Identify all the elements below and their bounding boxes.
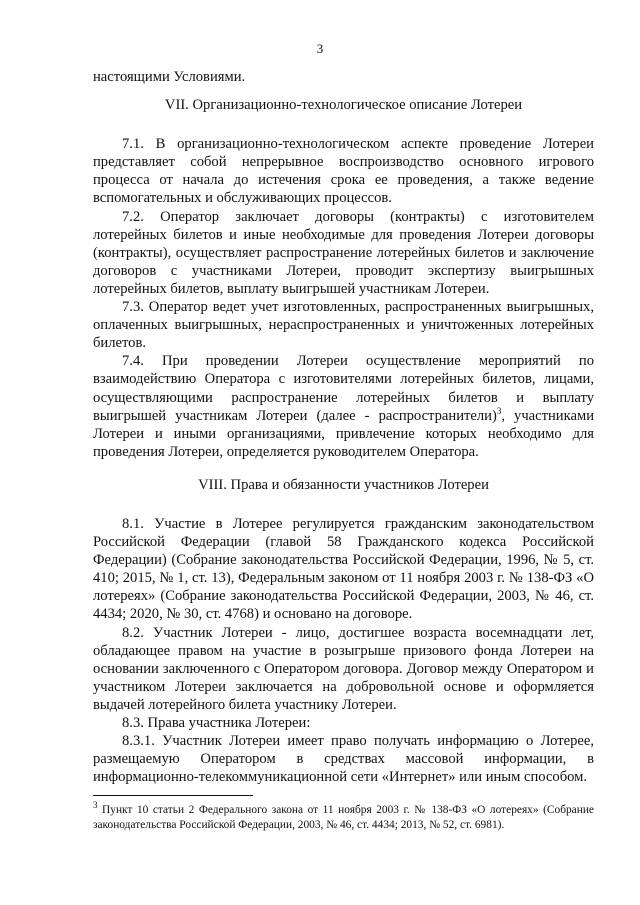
paragraph-7-3: 7.3. Оператор ведет учет изготовленных, распространенных выигрышных, оплаченных выигрышных, нераспространенных и уничтоженных лотерейных билетов. [93, 299, 594, 352]
footnote [93, 800, 594, 833]
footnote-divider [93, 795, 253, 796]
footnote-text: Пункт 10 статьи 2 Федерального закона от 11 ноября 2003 г. № 138-ФЗ «О лотереях» (Собрание законодательства Российской Федерации, 2003, № 46, ст. 4434; 2013, № 52, ст. 6981). [93, 804, 594, 831]
paragraph-7-4 [93, 352, 594, 461]
document-body [93, 68, 594, 786]
paragraph-8-3: 8.3. Права участника Лотереи: [122, 715, 311, 731]
paragraph-continuation: настоящими Условиями. [93, 69, 246, 85]
footnote-reference[interactable]: 3 [496, 405, 502, 416]
paragraph-7-1: 7.1. В организационно-технологическом аспекте проведение Лотереи представляет собой непрерывное воспроизводство основного игрового процесса от начала до истечения срока ее проведения, а также ведение вспомогательных и обслуживающих процессов. [93, 136, 594, 207]
section-heading-viii: VIII. Права и обязанности участников Лотереи [198, 476, 489, 493]
paragraph-8-1: 8.1. Участие в Лотерее регулируется гражданским законодательством Российской Федерации (главой 58 Гражданского кодекса Российской Федерации) (Собрание законодательства Российской Федерации, 1996, № 5, ст. 410; 2015, № 1, ст. 13), Федеральным законом от 11 ноября 2003 г. № 138-ФЗ «О лотереях» (Собрание законодательства Российской Федерации, 2003, № 46, ст. 4434; 2020, № 30, ст. 4768) и основано на договоре. [93, 515, 594, 623]
page-number: 3 [316, 41, 324, 56]
paragraph-8-3-1: 8.3.1. Участник Лотереи имеет право получать информацию о Лотерее, размещаемую Оператором в средствах массовой информации, в информационно-телекоммуникационной сети «Интернет» или иным способом. [93, 733, 594, 786]
paragraph-7-4-part2: , участниками Лотереи и иными организациями, привлечение которых необходимо для проведения Лотереи, определяется руководителем Оператора. [93, 407, 594, 460]
paragraph-8-2: 8.2. Участник Лотереи - лицо, достигшее возраста восемнадцати лет, обладающее правом на участие в розыгрыше призового фонда Лотереи на основании заключенного с Оператором договора. Договор между Оператором и участником Лотереи заключается на добровольной основе и оформляется выдачей лотерейного билета участнику Лотереи. [93, 624, 594, 713]
footnote-mark: 3 [93, 800, 98, 811]
section-heading-vii: VII. Организационно-технологическое описание Лотереи [164, 97, 523, 114]
paragraph-7-2: 7.2. Оператор заключает договоры (контракты) с изготовителем лотерейных билетов и иные необходимые для проведения Лотереи договоры (контракты), осуществляет распространение лотерейных билетов и заключение договоров с участниками Лотереи, проводит экспертизу выигрышных лотерейных билетов, выплату выигрышей участникам Лотереи. [93, 208, 594, 297]
paragraph-7-4-part1: 7.4. При проведении Лотереи осуществление мероприятий по взаимодействию Оператора с изготовителями лотерейных билетов, лицами, осуществляющими распространение лотерейных билетов и выплату выигрышей участникам Лотереи (далее - распространители) [93, 353, 594, 424]
